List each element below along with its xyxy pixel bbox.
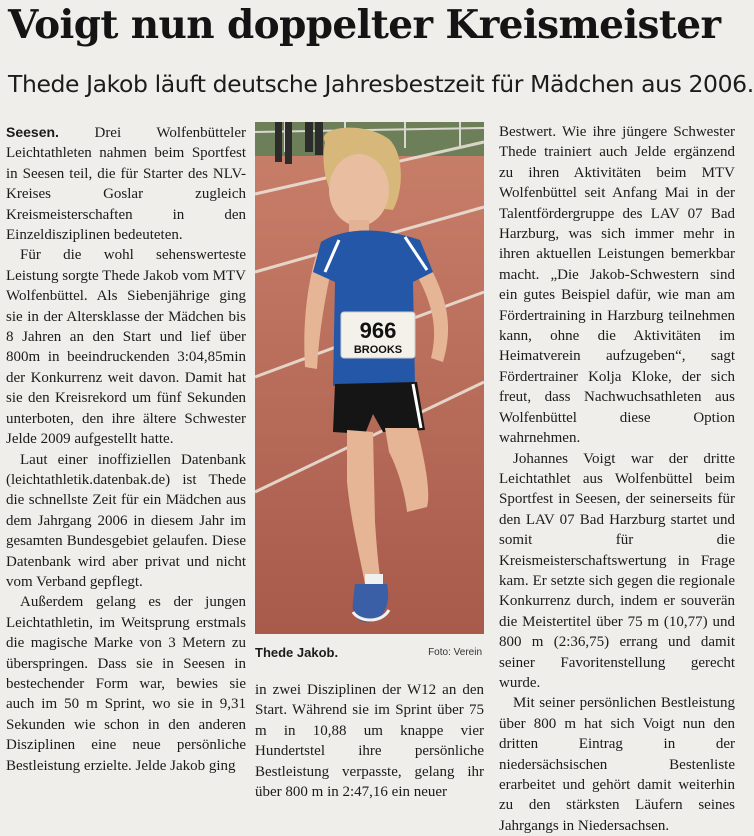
- paragraph-longjump: Außerdem gelang es der jungen Leichtathletin, im Weitsprung erstmals die magische Marke von 3 Metern zu überspringen. Dass sie in Seesen in bestechender Form war, bewies sie auch im 50 m Sprint, wo sie in 9,31 Sekunden wie schon in den anderen Disziplinen eine neue persönliche Bestleistung erzielte. Jelde Jakob ging: [6, 594, 246, 774]
- paragraph-voigt-bestenliste: Mit seiner persönlichen Bestleistung über 800 m hat sich Voigt nun den dritten Eintrag in der niedersächsischen Bestenliste erarbeitet und gehört damit weiterhin zu den stärksten Läufern seines Jahrgangs in Niedersachsen.: [499, 695, 735, 834]
- bib-brand: BROOKS: [353, 344, 403, 356]
- paragraph-intro: [6, 122, 246, 245]
- paragraph-thede-800m: Für die wohl sehenswerteste Leistung sorgte Thede Jakob vom MTV Wolfenbüttel. Als Siebenjährige ging sie in der Altersklasse der Mädchen bis 8 Jahren an den Start und lief über 800m in beeindruckenden 3:04,85min der Konkurrenz weit davon. Damit hat sie den Kreisrekord um fünf Sekunden unterboten, den ihre ältere Schwester Jelde 2009 aufgestellt hatte.: [6, 247, 246, 448]
- article-column-right: [499, 122, 735, 834]
- dateline: Seesen.: [6, 124, 59, 140]
- article-column-left: [6, 122, 246, 794]
- headline: Voigt nun doppelter Kreismeister: [8, 2, 721, 48]
- photo-credit: Foto: Verein: [428, 647, 482, 658]
- subheadline: Thede Jakob läuft deutsche Jahresbestzeit für Mädchen aus 2006.: [8, 70, 754, 98]
- paragraph-database: Laut einer inoffiziellen Datenbank (leichtathletik.datenbak.de) ist Thede die schnellste Zeit für ein Mädchen aus dem Jahrgang 2006 in diesem Jahr im gesamten Bundesgebiet gelaufen. Diese Datenbank wird aber privat und nicht vom Verband gepflegt.: [6, 451, 246, 590]
- photo-caption-row: [255, 645, 484, 665]
- paragraph-voigt: Johannes Voigt war der dritte Leichtathlet aus Wolfenbüttel beim Sportfest in Seesen, der seinerseits für den LAV 07 Bad Harzburg startet und somit für die Kreismeisterschaftswertung in Frage kam. Er setzte sich gegen die regionale Konkurrenz durch, indem er souverän die Meistertitel über 75 m (10,77) und 800 m (2:36,75) errang und damit seiner Favoritenstellung gerecht wurde.: [499, 450, 735, 691]
- photo-caption: Thede Jakob.: [255, 645, 339, 660]
- paragraph-intro-text: Drei Wolfenbütteler Leichtathleten nahmen beim Sportfest in Seesen teil, die für Starter des NLV-Kreises Goslar zugleich Kreismeisterschaften in den Einzeldisziplinen bedeuteten.: [6, 125, 246, 244]
- article-column-middle: [255, 680, 484, 801]
- runner-face: [329, 154, 389, 226]
- paragraph-jelde-training: Bestwert. Wie ihre jüngere Schwester Thede trainiert auch Jelde ergänzend zu ihren Aktivitäten beim MTV Wolfenbüttel seit Anfang Mai in der Talentfördergruppe des LAV 07 Bad Harzburg, was sich immer mehr in ihren aktuellen Leistungen bemerkbar macht. „Die Jakob-Schwestern sind ein gutes Beispiel dafür, wie man am Fördertraining in Harzburg teilnehmen kann, ohne die Aktivitäten im Heimatverein aufzugeben“, sagt Fördertrainer Kolja Kloke, der sich freut, dass Nachwuchsathleten aus Wolfenbüttel diese Option wahrnehmen.: [499, 124, 735, 447]
- bib-number: 966: [359, 318, 397, 343]
- athlete-photo: [255, 122, 484, 634]
- paragraph-jelde: in zwei Disziplinen der W12 an den Start. Während sie im Sprint über 75 m in 10,88 um knappe vier Hundertstel ihre persönliche Bestleistung verpasste, gelang ihr über 800 m in 2:47,16 ein neuer: [255, 682, 484, 801]
